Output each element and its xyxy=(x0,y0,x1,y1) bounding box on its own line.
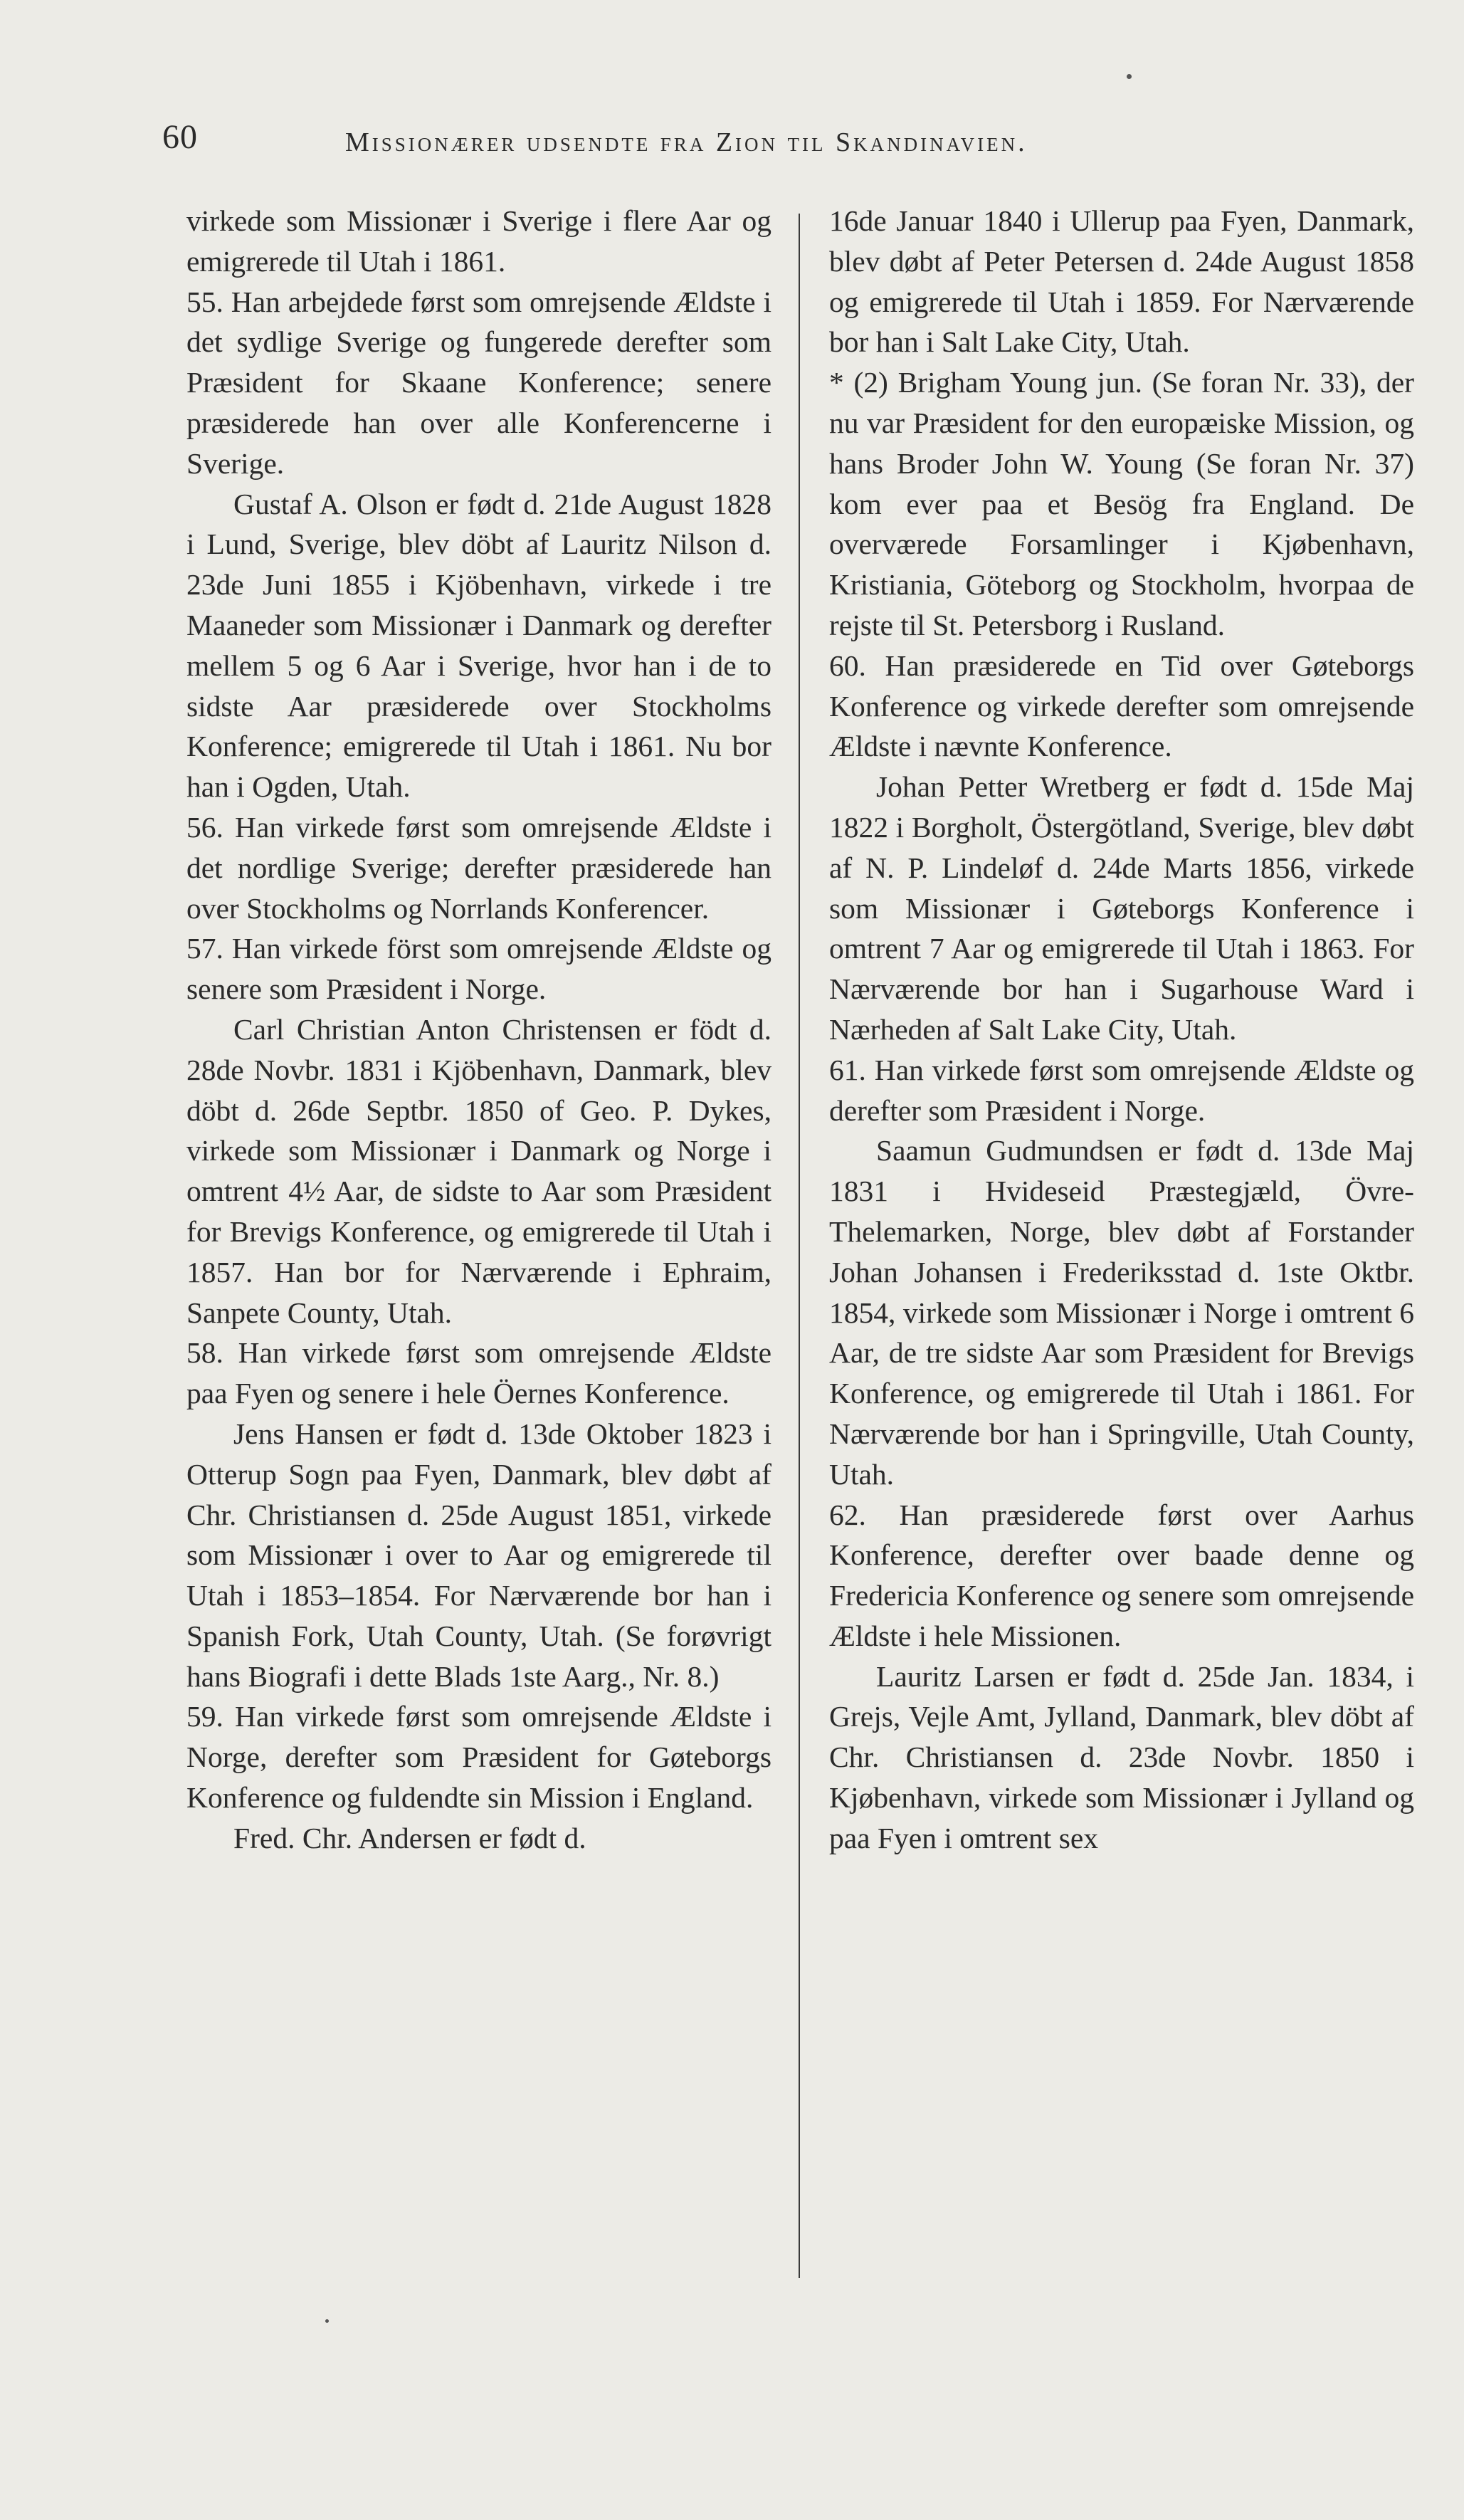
print-speck xyxy=(325,2319,329,2323)
column-divider xyxy=(799,214,800,2278)
left-column-paragraph: Fred. Chr. Andersen er født d. xyxy=(233,1821,586,1854)
left-column-paragraph: 55. Han arbejdede først som omrejsende Ældste i det sydlige Sverige og fungerede derefter som Præsident for Skaane Konference; senere præsiderede han over alle Konferencerne i Sverige. xyxy=(186,285,772,480)
left-column-paragraph: 58. Han virkede først som omrejsende Ældste paa Fyen og senere i hele Öernes Konference. xyxy=(186,1336,772,1410)
left-column-paragraph: 56. Han virkede først som omrejsende Ældste i det nordlige Sverige; derefter præsiderede han over Stockholms og Norrlands Konferencer. xyxy=(186,810,772,925)
right-column-paragraph: 60. Han præsiderede en Tid over Gøteborgs Konference og virkede derefter som omrejsende Ældste i nævnte Konference. xyxy=(829,649,1414,763)
right-column xyxy=(829,201,1414,1859)
left-column-paragraph: virkede som Missionær i Sverige i flere Aar og emigrerede til Utah i 1861. xyxy=(186,204,772,278)
running-header: Missionærer udsendte fra Zion til Skandinavien. xyxy=(345,127,1028,157)
right-column-paragraph: Johan Petter Wretberg er født d. 15de Maj 1822 i Borgholt, Östergötland, Sverige, blev døbt af N. P. Lindeløf d. 24de Marts 1856, virkede som Missionær i Gøteborgs Konference i omtrent 7 Aar og emigrerede til Utah i 1863. For Nærværende bor han i Sugarhouse Ward i Nærheden af Salt Lake City, Utah. xyxy=(829,770,1414,1046)
right-column-paragraph: Saamun Gudmundsen er født d. 13de Maj 1831 i Hvideseid Præstegjæld, Övre-Thelemarken, Norge, blev døbt af Forstander Johan Johansen i Frederiksstad d. 1ste Oktbr. 1854, virkede som Missionær i Norge i omtrent 6 Aar, de tre sidste Aar som Præsident for Brevigs Konference, og emigrerede til Utah i 1861. For Nærværende bor han i Springville, Utah County, Utah. xyxy=(829,1134,1414,1491)
left-column-paragraph: Jens Hansen er født d. 13de Oktober 1823 i Otterup Sogn paa Fyen, Danmark, blev døbt af Chr. Christiansen d. 25de August 1851, virkede som Missionær i over to Aar og emigrerede til Utah i 1853–1854. For Nærværende bor han i Spanish Fork, Utah County, Utah. (Se forøvrigt hans Biografi i dette Blads 1ste Aarg., Nr. 8.) xyxy=(186,1417,772,1693)
right-column-paragraph: 62. Han præsiderede først over Aarhus Konference, derefter over baade denne og Fredericia Konference og senere som omrejsende Ældste i hele Missionen. xyxy=(829,1498,1414,1652)
left-column-paragraph: 59. Han virkede først som omrejsende Ældste i Norge, derefter som Præsident for Gøteborgs Konference og fuldendte sin Mission i England. xyxy=(186,1700,772,1815)
left-column-paragraph: 57. Han virkede först som omrejsende Ældste og senere som Præsident i Norge. xyxy=(186,932,772,1006)
left-column-paragraph: Gustaf A. Olson er født d. 21de August 1828 i Lund, Sverige, blev döbt af Lauritz Nilson d. 23de Juni 1855 i Kjöbenhavn, virkede i tre Maaneder som Missionær i Danmark og derefter mellem 5 og 6 Aar i Sverige, hvor han i de to sidste Aar præsiderede over Stockholms Konference; emigrerede til Utah i 1861. Nu bor han i Ogden, Utah. xyxy=(186,487,772,804)
left-column xyxy=(186,201,772,1859)
right-column-paragraph: 61. Han virkede først som omrejsende Ældste og derefter som Præsident i Norge. xyxy=(829,1053,1414,1127)
right-column-paragraph: * (2) Brigham Young jun. (Se foran Nr. 33), der nu var Præsident for den europæiske Mission, og hans Broder John W. Young (Se foran Nr. 37) kom ever paa et Besög fra England. De overværede Forsamlinger i Kjøbenhavn, Kristiania, Göteborg og Stockholm, hvorpaa de rejste til St. Petersborg i Rusland. xyxy=(829,366,1414,641)
page-number: 60 xyxy=(162,118,198,156)
left-column-paragraph: Carl Christian Anton Christensen er födt d. 28de Novbr. 1831 i Kjöbenhavn, Danmark, blev döbt d. 26de Septbr. 1850 of Geo. P. Dykes, virkede som Missionær i Danmark og Norge i omtrent 4½ Aar, de sidste to Aar som Præsident for Brevigs Konference, og emigrerede til Utah i 1857. Han bor for Nærværende i Ephraim, Sanpete County, Utah. xyxy=(186,1012,772,1329)
print-speck xyxy=(1127,74,1132,79)
right-column-paragraph: 16de Januar 1840 i Ullerup paa Fyen, Danmark, blev døbt af Peter Petersen d. 24de August 1858 og emigrerede til Utah i 1859. For Nærværende bor han i Salt Lake City, Utah. xyxy=(829,204,1414,359)
right-column-paragraph: Lauritz Larsen er født d. 25de Jan. 1834, i Grejs, Vejle Amt, Jylland, Danmark, blev döbt af Chr. Christiansen d. 23de Novbr. 1850 i Kjøbenhavn, virkede som Missionær i Jylland og paa Fyen i omtrent sex xyxy=(829,1659,1414,1854)
